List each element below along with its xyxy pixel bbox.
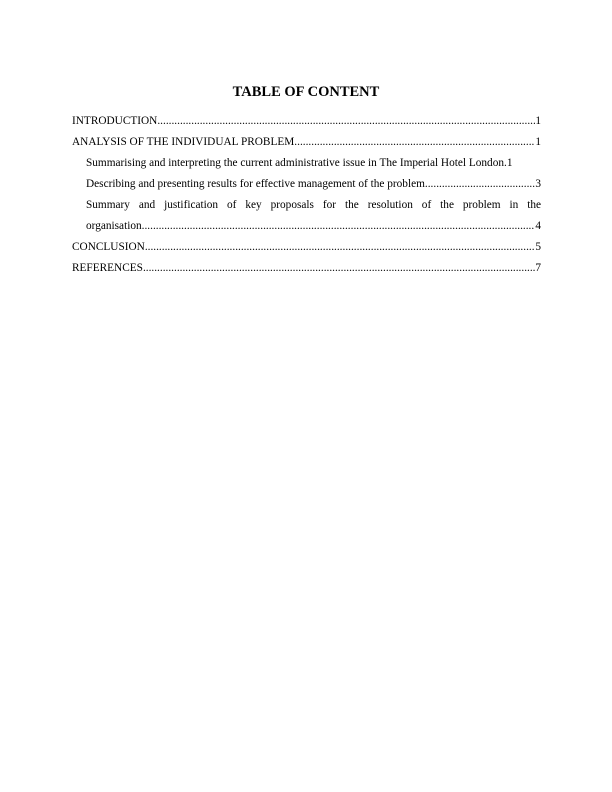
toc-entry-label: INTRODUCTION [72, 115, 158, 127]
toc-leader-dots [294, 132, 535, 153]
toc-entry-label: Summarising and interpreting the current administrative issue in The Imperial Hotel London. [86, 157, 507, 169]
toc-entry-label: ANALYSIS OF THE INDIVIDUAL PROBLEM [72, 136, 295, 148]
toc-page-number: 1 [535, 136, 541, 148]
toc-page-number: 4 [535, 220, 541, 232]
toc-entry-analysis[interactable] [72, 132, 541, 153]
toc-entry-conclusion[interactable] [72, 237, 541, 258]
toc-leader-dots [425, 174, 535, 195]
toc-entry-label-line1: Summary and justification of key proposals for the resolution of the problem in the [86, 199, 541, 211]
toc-entry-summarising[interactable] [72, 153, 541, 174]
toc-entry-summary-proposals[interactable] [72, 195, 541, 237]
toc-leader-dots [157, 111, 535, 132]
table-of-contents [72, 111, 541, 279]
toc-leader-dots [145, 237, 536, 258]
toc-title: TABLE OF CONTENT [232, 84, 380, 100]
toc-entry-label: CONCLUSION [72, 241, 145, 253]
toc-page-number: 3 [535, 178, 541, 190]
toc-entry-line2 [86, 216, 541, 237]
toc-page-number: 5 [535, 241, 541, 253]
toc-page-number: 1 [535, 115, 541, 127]
toc-page-number: 7 [535, 262, 541, 274]
toc-entry-label-line2: organisation [86, 220, 142, 232]
toc-leader-dots [143, 258, 535, 279]
toc-entry-introduction[interactable] [72, 111, 541, 132]
toc-entry-references[interactable] [72, 258, 541, 279]
toc-entry-describing[interactable] [72, 174, 541, 195]
toc-page-number: 1 [506, 157, 513, 169]
toc-entry-label: REFERENCES [72, 262, 143, 274]
toc-leader-dots [142, 216, 536, 237]
toc-entry-label: Describing and presenting results for effective management of the problem [86, 178, 425, 190]
